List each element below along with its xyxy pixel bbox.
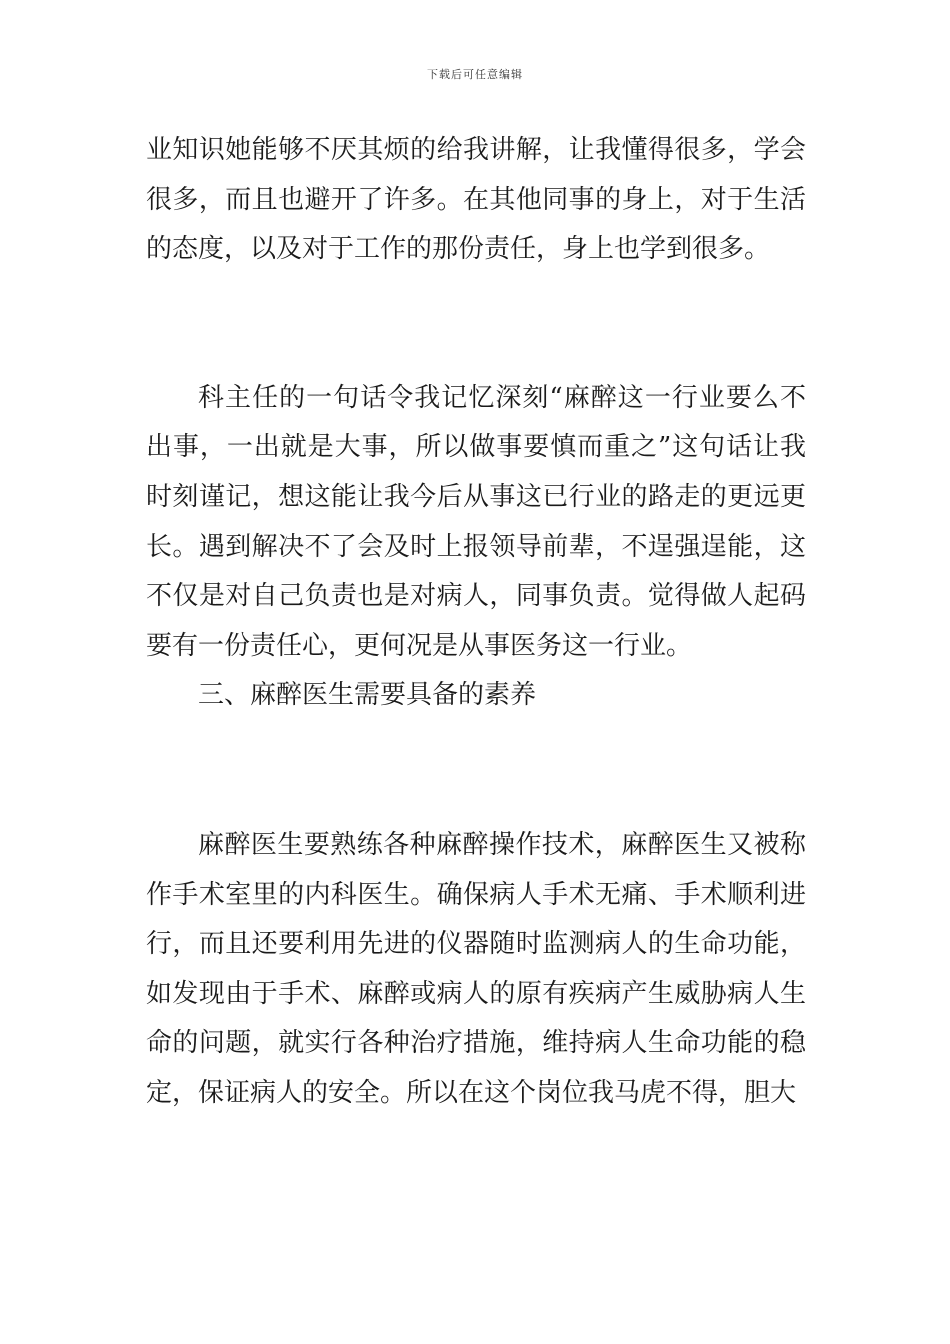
- paragraph-continuation: 业知识她能够不厌其烦的给我讲解，让我懂得很多，学会很多，而且也避开了许多。在其他同事的身上，对于生活的态度，以及对于工作的那份责任，身上也学到很多。: [146, 135, 806, 265]
- document-body: [146, 126, 806, 1119]
- section-heading: 三、麻醉医生需要具备的素养: [198, 680, 537, 711]
- paragraph-anesthesiologist-skills: 麻醉医生要熟练各种麻醉操作技术，麻醉医生又被称作手术室里的内科医生。确保病人手术无痛、手术顺利进行，而且还要利用先进的仪器随时监测病人的生命功能，如发现由于手术、麻醉或病人的原有疾病产生威胁病人生命的问题，就实行各种治疗措施，维持病人生命功能的稳定，保证病人的安全。所以在这个岗位我马虎不得，胆大: [146, 829, 806, 1108]
- header-note: 下载后可任意编辑: [427, 68, 523, 81]
- paragraph-director-quote: 科主任的一句话令我记忆深刻“麻醉这一行业要么不出事，一出就是大事，所以做事要慎而重之”这句话让我时刻谨记，想这能让我今后从事这已行业的路走的更远更长。遇到解决不了会及时上报领导前辈，不逞强逞能，这不仅是对自己负责也是对病人，同事负责。觉得做人起码要有一份责任心，更何况是从事医务这一行业。: [146, 382, 806, 661]
